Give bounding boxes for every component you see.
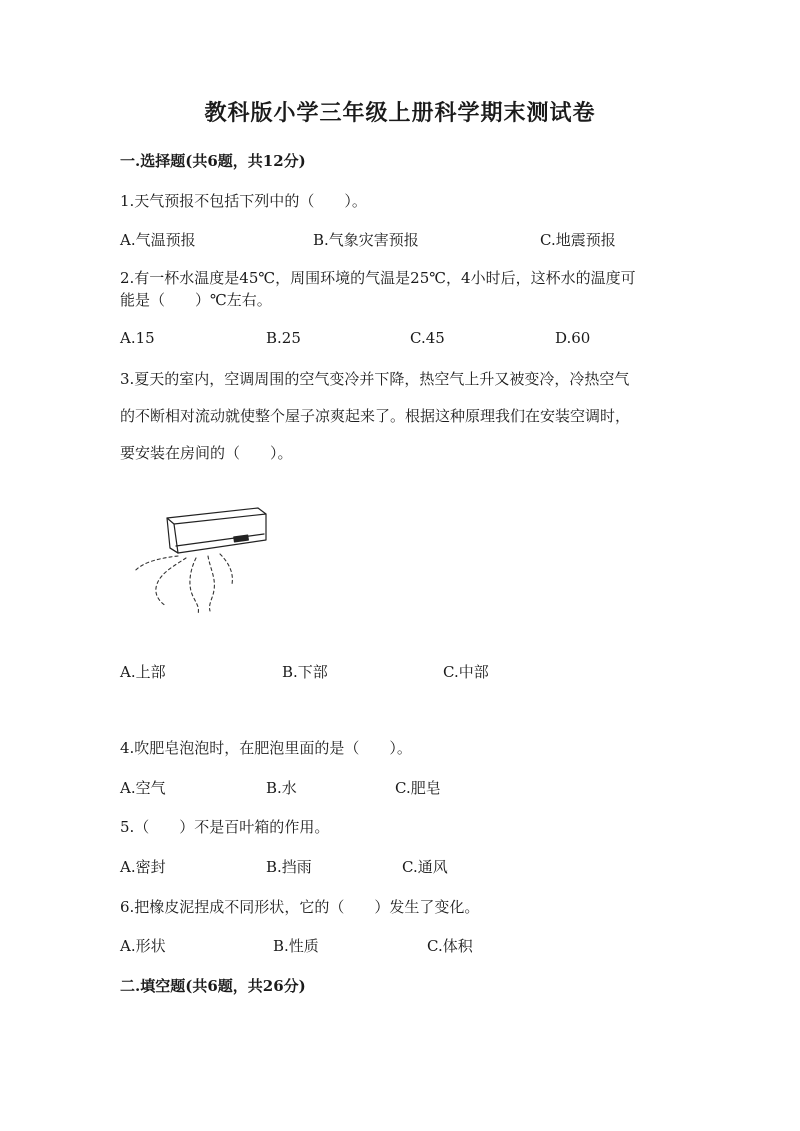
- question-text: 3.夏天的室内，空调周围的空气变冷并下降，热空气上升又被变冷，冷热空气: [120, 370, 630, 388]
- air-conditioner-illustration: [130, 496, 280, 621]
- option-c: C.地震预报: [540, 231, 616, 249]
- option-b: B.25: [266, 329, 301, 347]
- option-a: A.密封: [120, 858, 166, 876]
- option-b: B.水: [266, 779, 297, 797]
- option-a: A.上部: [120, 663, 166, 681]
- option-a: A.形状: [120, 937, 166, 955]
- question-text: 1.天气预报不包括下列中的（ ）。: [120, 192, 367, 210]
- question-text-continued: 能是（ ）℃左右。: [120, 291, 272, 309]
- option-c: C.通风: [402, 858, 448, 876]
- option-b: B.气象灾害预报: [313, 231, 419, 249]
- question-text: 5.（ ）不是百叶箱的作用。: [120, 818, 330, 836]
- option-b: B.性质: [273, 937, 319, 955]
- question-text-continued: 的不断相对流动就使整个屋子凉爽起来了。根据这种原理我们在安装空调时，: [120, 407, 631, 425]
- option-c: C.体积: [427, 937, 473, 955]
- option-a: A.气温预报: [120, 231, 196, 249]
- option-c: C.45: [410, 329, 445, 347]
- option-a: A.空气: [120, 779, 166, 797]
- question-text-continued: 要安装在房间的（ ）。: [120, 444, 293, 462]
- option-a: A.15: [120, 329, 155, 347]
- section-heading-choice: 一.选择题(共6题，共12分): [120, 152, 306, 170]
- option-b: B.下部: [282, 663, 328, 681]
- option-b: B.挡雨: [266, 858, 312, 876]
- question-text: 2.有一杯水温度是45℃，周围环境的气温是25℃，4小时后，这杯水的温度可: [120, 269, 636, 287]
- question-text: 6.把橡皮泥捏成不同形状，它的（ ）发生了变化。: [120, 898, 480, 916]
- section-heading-fill-in: 二.填空题(共6题，共26分): [120, 977, 306, 995]
- option-c: C.中部: [443, 663, 489, 681]
- option-c: C.肥皂: [395, 779, 441, 797]
- question-text: 4.吹肥皂泡泡时，在肥泡里面的是（ ）。: [120, 739, 412, 757]
- page-title: 教科版小学三年级上册科学期末测试卷: [204, 100, 596, 126]
- option-d: D.60: [555, 329, 591, 347]
